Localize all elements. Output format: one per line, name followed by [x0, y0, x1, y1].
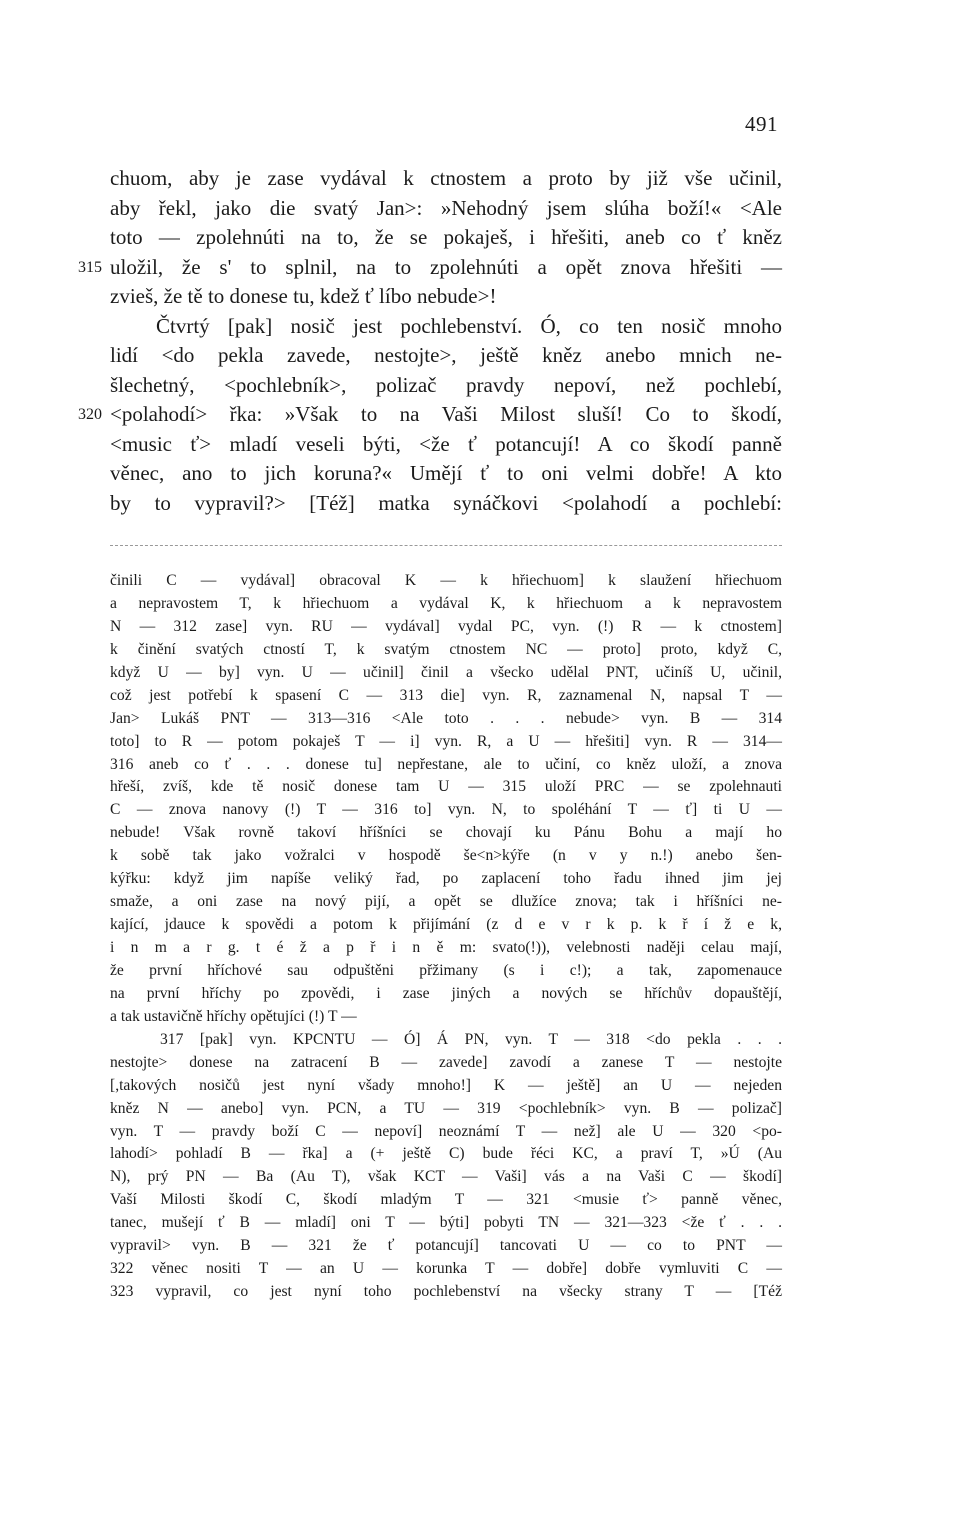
- text-line-content: aby řekl, jako die svatý Jan>: »Nehodný jsem slúha boží!« <Ale: [110, 195, 782, 220]
- note-line: tanec, mušejí ť B — mladí] oni T — býti] pobyti TN — 321—323 <že ť . . .: [110, 1214, 782, 1232]
- note-line: N), prý PN — Ba (Au T), však KCT — Vaši] vás a na Vaši C — škodí]: [110, 1168, 782, 1186]
- text-line-content: zvieš, že tě to donese tu, kdež ť líbo nebude>!: [110, 284, 497, 308]
- text-line: [110, 223, 782, 253]
- text-line-content: chuom, aby je zase vydával k ctnostem a proto by již vše učinil,: [110, 166, 782, 190]
- text-line: [78, 400, 782, 430]
- critical-apparatus: [110, 570, 782, 1304]
- text-line-content: by to vypravil?> [Též] matka synáčkovi <polahodí a pochlebí:: [110, 490, 782, 515]
- note-line: 317 [pak] vyn. KPCNTU — Ó] Á PN, vyn. T — 318 <do pekla . . .: [160, 1030, 782, 1048]
- note-line: a nepravostem T, k hřiechuom a vydával K, k hřiechuom a k nepravostem: [110, 594, 782, 612]
- text-line: [110, 459, 782, 489]
- note-line: lahodí> pohladí B — řka] a (+ ještě C) bude řéci KC, a praví T, »Ú (Au: [110, 1145, 782, 1163]
- text-line: [110, 164, 782, 194]
- text-line: [110, 312, 782, 342]
- line-number: 320: [78, 406, 102, 423]
- line-number: 315: [78, 258, 102, 276]
- text-line-content: lidí <do pekla zavede, nestojte>, ještě kněz anebo mnich ne-: [110, 343, 782, 367]
- footnote-divider: [110, 545, 782, 546]
- note-line: Jan> Lukáš PNT — 313—316 <Ale toto . . . nebude> vyn. B — 314: [110, 709, 782, 727]
- text-line: [110, 371, 782, 401]
- note-line: nebude! Však rovně takoví hříšníci se chovají ku Pánu Bohu a mají ho: [110, 824, 782, 842]
- note-line: a tak ustavičně hříchy opětujíci (!) T —: [110, 1007, 357, 1025]
- text-line-content: uložil, že s' to splnil, na to zpolehnúti a opět znova hřešiti —: [110, 254, 782, 279]
- text-line-content: Čtvrtý [pak] nosič jest pochlebenství. Ó, co ten nosič mnoho: [156, 313, 782, 338]
- text-line-content: <polahodí> řka: »Však to na Vaši Milost sluší! Co to škodí,: [110, 402, 782, 426]
- note-line: 316 aneb co ť . . . donese tu] nepřestane, ale to učiní, co kněz uloží, a znova: [110, 755, 782, 773]
- note-line: nestojte> donese na zatracení B — zavede] zavodí a zanese T — nestojte: [110, 1053, 782, 1071]
- note-line: kající, jdauce k spovědi a potom k přijímání (z d e v r k p. k ř í ž e k,: [110, 916, 782, 934]
- note-line: N — 312 zase] vyn. RU — vydával] vydal PC, vyn. (!) R — k ctnostem]: [110, 617, 782, 635]
- note-line: hřeší, zvíš, kde tě nosič donese tam U — 315 uloží PRC — se zpolehnauti: [110, 778, 782, 796]
- note-line: k činění svatých ctností T, k svatým ctnostem NC — proto] proto, když C,: [110, 640, 782, 658]
- note-line: k sobě tak jako vožralci v hospodě še<n>kýře (n v y n.!) anebo šen-: [110, 847, 782, 865]
- note-line: vyn. T — pravdy boží C — nepoví] neoznámí T — než] ale U — 320 <po-: [110, 1122, 782, 1140]
- text-line: [110, 430, 782, 460]
- note-line: vypravil> vyn. B — 321 že ť potancují] tancovati U — co to PNT —: [110, 1237, 782, 1255]
- note-line: činili C — vydával] obracoval K — k hřiechuom] k slaužení hřiechuom: [110, 572, 782, 589]
- note-line: C — znova nanovy (!) T — 316 to] vyn. N, to spoléhání T — ť] ti U —: [110, 801, 782, 819]
- note-line: Vaší Milosti škodí C, škodí mladým T — 321 <musie ť> panně věnec,: [110, 1191, 782, 1209]
- note-line: i n m a r g. t é ž a p ř i n ě m: svato(!)), velebnosti naději celau mají,: [110, 939, 782, 956]
- text-line: [110, 282, 782, 312]
- text-line-content: šlechetný, <pochlebník>, polizač pravdy nepoví, než pochlebí,: [110, 372, 782, 397]
- note-line: smaže, a oni zase na nový pijí, a opět se dlužíce znova; tak i hříšníci ne-: [110, 893, 782, 911]
- note-line: když U — by] vyn. U — učinil] činil a všecko udělal PNT, učiníš U, učinil,: [110, 663, 782, 681]
- note-line: 322 věnec nositi T — an U — korunka T — dobře] dobře vymluviti C —: [110, 1260, 782, 1278]
- text-line: [110, 194, 782, 224]
- text-line-content: toto — zpolehnúti na to, že se pokaješ, i hřešiti, aneb co ť kněz: [110, 225, 782, 249]
- note-line: [,takových nosičů jest nyní všady mnoho!] K — ještě] an U — nejeden: [110, 1076, 782, 1094]
- note-line: na první hříchy po zpovědi, i zase jiných a nových se hříchův dopauštějí,: [110, 984, 782, 1002]
- text-line: [78, 253, 782, 283]
- text-line: [110, 489, 782, 519]
- page-number: 491: [745, 112, 778, 136]
- note-line: toto] to R — potom pokaješ T — i] vyn. R, a U — hřešiti] vyn. R — 314—: [110, 732, 782, 750]
- main-text: [78, 164, 782, 518]
- note-line: což jest potřebí k spasení C — 313 die] vyn. R, zaznamenal N, napsal T —: [110, 686, 782, 704]
- text-line-content: <music ť> mladí veseli býti, <že ť potancují! A co škodí panně: [110, 431, 782, 456]
- note-line: 323 vypravil, co jest nyní toho pochlebenství na všecky strany T — [Též: [110, 1283, 782, 1301]
- note-line: kněz N — anebo] vyn. PCN, a TU — 319 <pochlebník> vyn. B — polizač]: [110, 1099, 782, 1117]
- text-line: [110, 341, 782, 371]
- text-line-content: věnec, ano to jich koruna?« Umějí ť to oni velmi dobře! A kto: [110, 461, 782, 485]
- note-line: kýřku: když jim napíše veliký řad, po zaplacení toho řadu ihned jim jej: [110, 870, 782, 888]
- note-line: že první hříchové sau odpuštěni přžimany (s i c!); a tak, zapomenauce: [110, 961, 782, 979]
